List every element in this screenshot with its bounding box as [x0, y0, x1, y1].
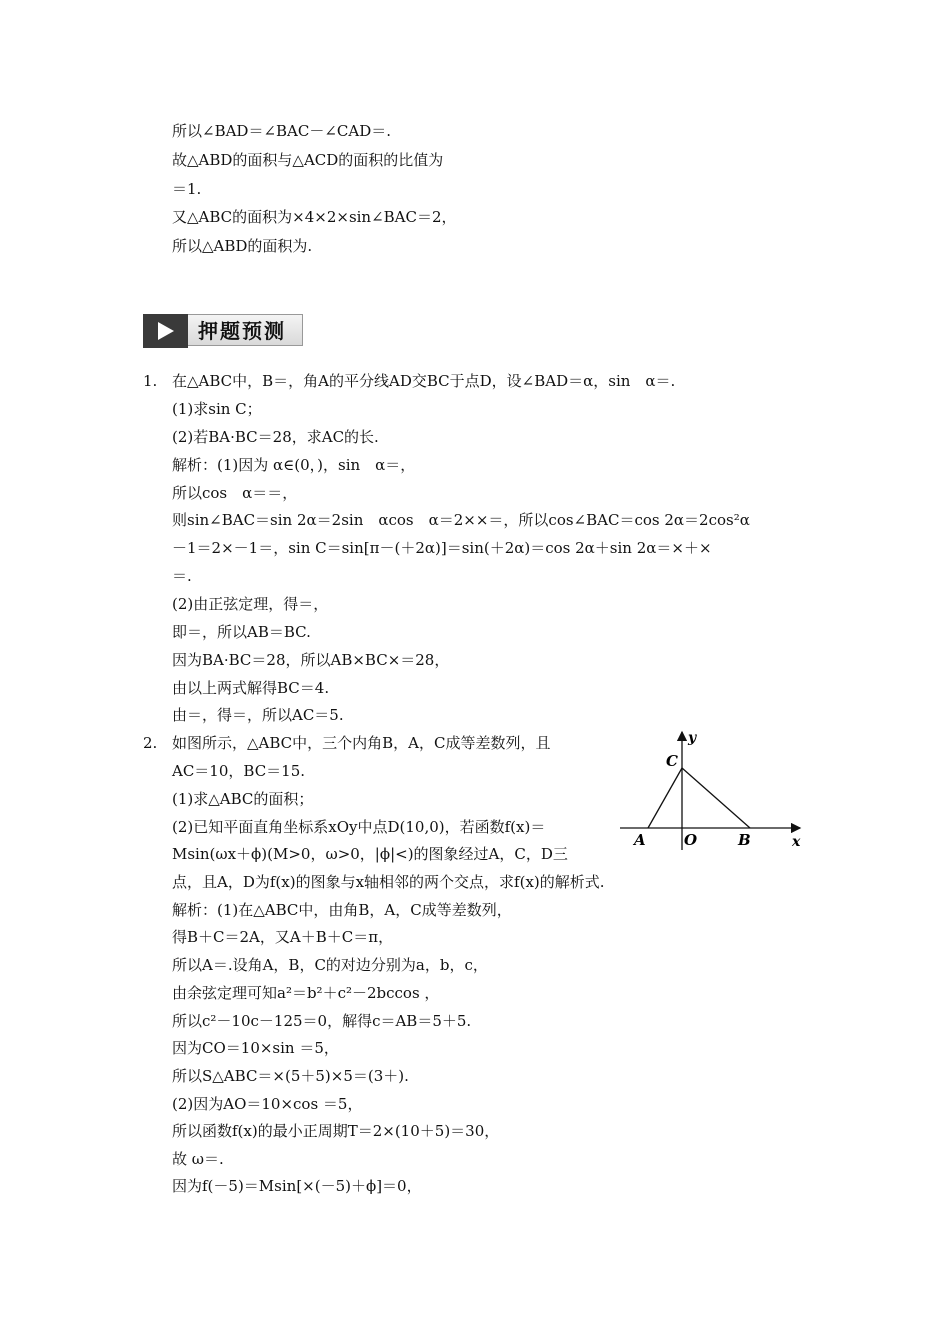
- problem-number: 2.: [143, 734, 158, 752]
- text-line: Msin(ωx＋ϕ)(M>0，ω>0，|ϕ|<)的图象经过A，C，D三: [172, 845, 568, 863]
- text-line: 点，且A，D为f(x)的图象与x轴相邻的两个交点，求f(x)的解析式.: [172, 873, 605, 891]
- section-banner: [143, 314, 303, 348]
- text-line: 即＝，所以AB＝BC.: [172, 623, 311, 641]
- text-line: 在△ABC中，B＝，角A的平分线AD交BC于点D，设∠BAD＝α，sin α＝.: [172, 372, 676, 390]
- text-line: 所以cos α＝＝，: [172, 484, 298, 502]
- text-line: 如图所示，△ABC中，三个内角B，A，C成等差数列，且: [172, 734, 551, 752]
- label-a: A: [634, 831, 646, 849]
- label-b: B: [738, 831, 751, 849]
- text-line: 解析：(1)因为 α∈(0，)，sin α＝，: [172, 456, 416, 474]
- label-c: C: [666, 752, 678, 770]
- text-line: 所以△ABD的面积为.: [172, 237, 313, 255]
- text-line: 由＝，得＝，所以AC＝5.: [172, 706, 344, 724]
- text-line: 得B＋C＝2A，又A＋B＋C＝π，: [172, 928, 394, 946]
- text-line: 所以∠BAD＝∠BAC－∠CAD＝.: [172, 122, 392, 140]
- text-line: (2)若BA·BC＝28，求AC的长.: [172, 428, 379, 446]
- text-line: 则sin∠BAC＝sin 2α＝2sin αcos α＝2××＝，所以cos∠BAC＝cos 2α＝2cos²α: [172, 511, 750, 529]
- text-line: 故 ω＝.: [172, 1150, 224, 1168]
- section-title: 押题预测: [188, 314, 303, 346]
- text-line: 由以上两式解得BC＝4.: [172, 679, 330, 697]
- label-y: y: [688, 730, 697, 746]
- text-line: 所以函数f(x)的最小正周期T＝2×(10＋5)＝30，: [172, 1122, 500, 1140]
- text-line: (2)由正弦定理，得＝，: [172, 595, 329, 613]
- text-line: (1)求△ABC的面积；: [172, 790, 314, 808]
- text-line: 因为f(－5)＝Msin[×(－5)＋ϕ]＝0，: [172, 1177, 422, 1195]
- text-line: (1)求sin C；: [172, 400, 262, 418]
- text-line: (2)因为AO＝10×cos ＝5，: [172, 1095, 363, 1113]
- side-cb: [682, 768, 750, 828]
- text-line: ＝1.: [172, 180, 202, 198]
- text-line: 所以c²－10c－125＝0，解得c＝AB＝5＋5.: [172, 1012, 472, 1030]
- text-line: 所以A＝.设角A，B，C的对边分别为a，b，c，: [172, 956, 488, 974]
- text-line: 由余弦定理可知a²＝b²＋c²－2bccos ，: [172, 984, 440, 1002]
- text-line: ＝.: [172, 567, 192, 585]
- problem-number: 1.: [143, 372, 158, 390]
- text-line: 故△ABD的面积与△ACD的面积的比值为: [172, 151, 444, 169]
- label-o: O: [684, 831, 698, 849]
- play-arrow-icon: [143, 314, 188, 348]
- triangle-diagram: [612, 728, 812, 853]
- text-line: 解析：(1)在△ABC中，由角B，A，C成等差数列，: [172, 901, 512, 919]
- text-line: 因为BA·BC＝28，所以AB×BC×＝28，: [172, 651, 450, 669]
- side-ca: [648, 768, 682, 828]
- text-line: AC＝10，BC＝15.: [172, 762, 306, 780]
- text-line: －1＝2×－1＝，sin C＝sin[π－(＋2α)]＝sin(＋2α)＝cos 2α＋sin 2α＝×＋×: [172, 539, 712, 557]
- triangle-figure: [612, 728, 812, 853]
- text-line: 因为CO＝10×sin ＝5，: [172, 1039, 339, 1057]
- text-line: 所以S△ABC＝×(5＋5)×5＝(3＋).: [172, 1067, 409, 1085]
- text-line: 又△ABC的面积为×4×2×sin∠BAC＝2，: [172, 208, 457, 226]
- text-line: (2)已知平面直角坐标系xOy中点D(10,0)，若函数f(x)＝: [172, 818, 546, 836]
- label-x: x: [792, 834, 801, 850]
